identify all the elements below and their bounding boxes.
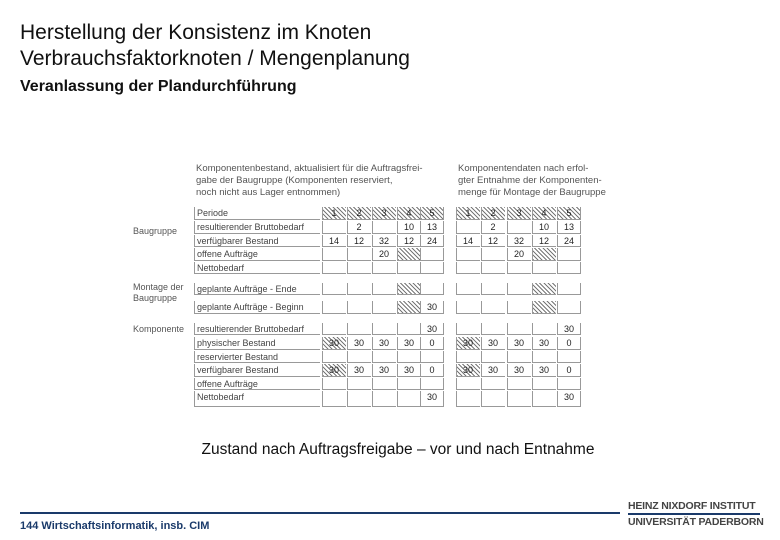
footer-divider: [20, 512, 620, 514]
table-cell: [532, 351, 556, 363]
cell-value: 3: [381, 208, 387, 218]
table-cell: [322, 283, 346, 295]
table-cell: [481, 262, 505, 274]
table-cell: [532, 248, 556, 261]
cell-value: 30: [538, 365, 549, 375]
table-cell: [347, 283, 371, 295]
cell-value: 30: [563, 392, 574, 402]
cell-value: 30: [487, 365, 498, 375]
note-left-line: Komponentenbestand, aktualisiert für die Auftragsfrei-: [196, 163, 423, 174]
table-cell: [372, 301, 396, 314]
table-cell: [420, 248, 444, 261]
cell-value: 2: [356, 222, 362, 232]
table-cell: [372, 323, 396, 335]
table-cell: [456, 221, 480, 234]
institute-logo: [628, 500, 764, 528]
cell-value: 30: [328, 338, 339, 348]
cell-value: 12: [353, 236, 364, 246]
table-cell: [507, 391, 531, 407]
logo-line2: UNIVERSITÄT PADERBORN: [628, 516, 764, 528]
table-cell: [372, 262, 396, 274]
table-cell: [397, 378, 421, 390]
table-cell: [372, 378, 396, 390]
cell-value: 30: [378, 338, 389, 348]
cell-value: 12: [538, 236, 549, 246]
page-title-line1: Herstellung der Konsistenz im Knoten: [20, 21, 372, 44]
page-subtitle: Veranlassung der Plandurchführung: [20, 78, 297, 95]
table-cell: [481, 283, 505, 295]
row-label: Nettobedarf: [197, 263, 245, 273]
row-label: offene Aufträge: [197, 249, 258, 259]
table-cell: [347, 248, 371, 261]
footer-label: [20, 520, 209, 532]
note-right-line: menge für Montage der Baugruppe: [458, 187, 606, 198]
table-cell: [481, 378, 505, 390]
table-cell: [557, 301, 581, 314]
table-cell: [372, 221, 396, 234]
cell-value: 30: [462, 338, 473, 348]
table-cell: [532, 391, 556, 407]
cell-value: 24: [426, 236, 437, 246]
cell-value: 30: [513, 365, 524, 375]
cell-value: 30: [403, 365, 414, 375]
cell-value: 20: [378, 249, 389, 259]
cell-value: 30: [487, 338, 498, 348]
cell-value: 30: [353, 365, 364, 375]
table-cell: [456, 351, 480, 363]
note-right-line: gter Entnahme der Komponenten-: [458, 175, 602, 186]
cell-value: 0: [566, 365, 572, 375]
cell-value: 4: [406, 208, 412, 218]
cell-value: 1: [331, 208, 337, 218]
page-title-line2: Verbrauchsfaktorknoten / Mengenplanung: [20, 47, 410, 70]
table-cell: [456, 378, 480, 390]
table-cell: [322, 391, 346, 407]
cell-value: 30: [462, 365, 473, 375]
section-komponente: Komponente: [133, 324, 185, 334]
table-cell: [507, 323, 531, 335]
table-cell: [456, 391, 480, 407]
section-montage-line1: Montage der: [133, 282, 184, 292]
table-cell: [507, 221, 531, 234]
table-cell: [420, 378, 444, 390]
table-cell: [322, 351, 346, 363]
note-left: [196, 163, 426, 199]
cell-value: 14: [462, 236, 473, 246]
table-cell: [372, 351, 396, 363]
cell-value: 10: [403, 222, 414, 232]
table-cell: [532, 262, 556, 274]
section-montage-line2: Baugruppe: [133, 293, 178, 303]
table-cell: [507, 262, 531, 274]
table-cell: [420, 262, 444, 274]
table-cell: [532, 301, 556, 314]
table-cell: [397, 248, 421, 261]
row-label: verfügbarer Bestand: [197, 365, 279, 375]
cell-value: 30: [378, 365, 389, 375]
cell-value: 0: [429, 338, 435, 348]
row-label: offene Aufträge: [197, 379, 258, 389]
table-cell: [507, 301, 531, 314]
cell-value: 32: [513, 236, 524, 246]
table-cell: [397, 262, 421, 274]
note-right: [458, 163, 688, 199]
cell-value: 32: [378, 236, 389, 246]
logo-bar: [628, 513, 760, 515]
figure-caption: Zustand nach Auftragsfreigabe – vor und nach Entnahme: [201, 441, 595, 458]
table-cell: [420, 283, 444, 295]
table-cell: [372, 391, 396, 407]
page-number: 144: [20, 520, 39, 532]
table-cell: [481, 391, 505, 407]
table-cell: [420, 351, 444, 363]
cell-value: 30: [328, 365, 339, 375]
table-cell: [456, 301, 480, 314]
table-cell: [322, 262, 346, 274]
table-cell: [322, 221, 346, 234]
footer-course: Wirtschaftsinformatik, insb. CIM: [41, 520, 210, 532]
table-cell: [507, 378, 531, 390]
cell-value: 30: [403, 338, 414, 348]
row-label: Nettobedarf: [197, 392, 245, 402]
table-cell: [481, 248, 505, 261]
cell-value: 0: [566, 338, 572, 348]
table-cell: [557, 351, 581, 363]
cell-value: 1: [465, 208, 471, 218]
cell-value: 2: [490, 208, 496, 218]
cell-value: 30: [538, 338, 549, 348]
table-cell: [532, 283, 556, 295]
cell-value: 2: [356, 208, 362, 218]
row-label: physischer Bestand: [197, 338, 276, 348]
table-cell: [557, 283, 581, 295]
cell-value: 4: [541, 208, 547, 218]
table-cell: [322, 378, 346, 390]
table-cell: [372, 283, 396, 295]
table-cell: [481, 323, 505, 335]
table-cell: [557, 248, 581, 261]
table-cell: [397, 283, 421, 295]
section-baugruppe: Baugruppe: [133, 226, 178, 236]
cell-value: 30: [513, 338, 524, 348]
table-cell: [532, 323, 556, 335]
cell-value: 3: [516, 208, 522, 218]
table-cell: [557, 262, 581, 274]
cell-value: 14: [328, 236, 339, 246]
cell-value: 5: [566, 208, 572, 218]
table-cell: [322, 301, 346, 314]
table-cell: [397, 351, 421, 363]
table-cell: [322, 323, 346, 335]
table-cell: [456, 283, 480, 295]
table-cell: [456, 262, 480, 274]
cell-value: 2: [490, 222, 496, 232]
table-cell: [481, 351, 505, 363]
table-cell: [347, 301, 371, 314]
cell-value: 30: [426, 324, 437, 334]
note-left-line: noch nicht aus Lager entnommen): [196, 187, 341, 198]
table-cell: [557, 378, 581, 390]
table-cell: [347, 378, 371, 390]
table-cell: [507, 351, 531, 363]
cell-value: 20: [513, 249, 524, 259]
cell-value: 12: [403, 236, 414, 246]
row-label: resultierender Bruttobedarf: [197, 222, 305, 232]
table-cell: [507, 283, 531, 295]
row-label: reservierter Bestand: [197, 352, 279, 362]
cell-value: 0: [429, 365, 435, 375]
table-cell: [532, 378, 556, 390]
table-cell: [347, 351, 371, 363]
table-cell: [456, 323, 480, 335]
table-cell: [347, 391, 371, 407]
row-label: resultierender Bruttobedarf: [197, 324, 305, 334]
table-cell: [347, 262, 371, 274]
row-label: verfügbarer Bestand: [197, 236, 279, 246]
cell-value: 30: [563, 324, 574, 334]
cell-value: 30: [426, 302, 437, 312]
note-right-line: Komponentendaten nach erfol-: [458, 163, 589, 174]
table-cell: [481, 301, 505, 314]
cell-value: 24: [563, 236, 574, 246]
cell-value: 13: [563, 222, 574, 232]
note-left-line: gabe der Baugruppe (Komponenten reserviert,: [196, 175, 393, 186]
cell-value: 30: [426, 392, 437, 402]
cell-value: 5: [429, 208, 435, 218]
row-label: Periode: [197, 208, 229, 218]
row-label: geplante Aufträge - Ende: [197, 284, 297, 294]
logo-line1: HEINZ NIXDORF INSTITUT: [628, 500, 756, 512]
cell-value: 30: [353, 338, 364, 348]
cell-value: 13: [426, 222, 437, 232]
table-cell: [347, 323, 371, 335]
cell-value: 10: [538, 222, 549, 232]
table-cell: [322, 248, 346, 261]
table-cell: [456, 248, 480, 261]
row-label: geplante Aufträge - Beginn: [197, 302, 304, 312]
cell-value: 12: [487, 236, 498, 246]
